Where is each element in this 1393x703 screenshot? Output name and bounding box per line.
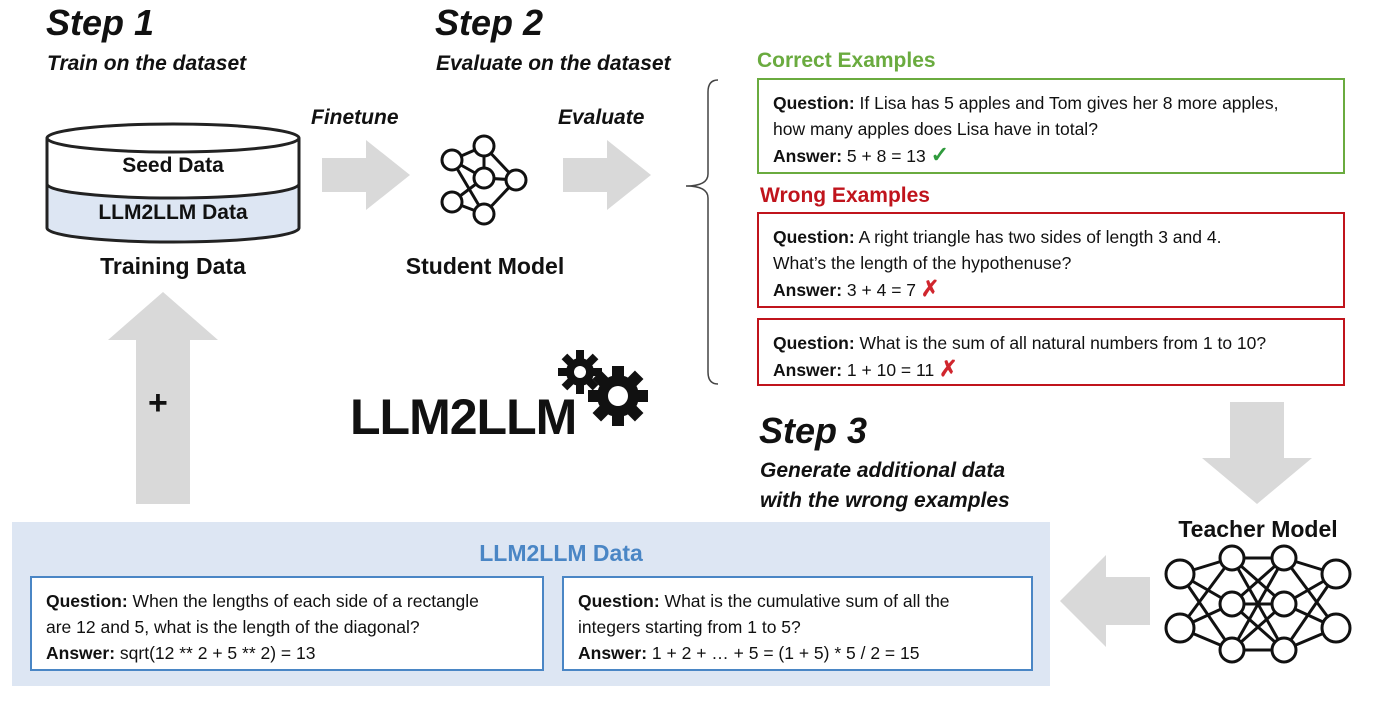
answer-label: Answer: <box>773 360 843 380</box>
correct-examples-heading: Correct Examples <box>757 49 936 72</box>
question-label: Question: <box>773 93 855 113</box>
teacher-model-caption: Teacher Model <box>1178 516 1338 542</box>
answer-text: 1 + 2 + … + 5 = (1 + 5) * 5 / 2 = 15 <box>651 643 920 663</box>
question-text: What is the cumulative sum of all the <box>664 591 950 611</box>
answer-text: sqrt(12 ** 2 + 5 ** 2) = 13 <box>119 643 316 663</box>
step1-title: Step 1 <box>46 2 155 43</box>
correct-example-box <box>757 78 1345 174</box>
step1-subtitle: Train on the dataset <box>47 52 247 75</box>
gear-icon <box>556 346 652 428</box>
question-text-cont: integers starting from 1 to 5? <box>578 617 801 637</box>
check-icon: ✓ <box>930 142 950 167</box>
answer-label: Answer: <box>46 643 116 663</box>
answer-text: 1 + 10 = 11 <box>846 360 935 380</box>
student-model-caption: Student Model <box>405 253 565 279</box>
question-label: Question: <box>773 333 855 353</box>
question-text: A right triangle has two sides of length 3 and 4. <box>858 227 1222 247</box>
training-data-caption: Training Data <box>100 253 246 279</box>
answer-label: Answer: <box>773 280 843 300</box>
question-text-cont: how many apples does Lisa have in total? <box>773 119 1098 139</box>
finetune-label: Finetune <box>311 106 399 129</box>
cross-icon: ✗ <box>920 276 940 301</box>
left-arrow <box>1060 555 1150 647</box>
evaluate-label: Evaluate <box>558 106 645 129</box>
finetune-arrow <box>322 140 412 210</box>
neural-network-icon <box>1158 544 1358 664</box>
answer-text: 5 + 8 = 13 <box>846 146 926 166</box>
question-text: What is the sum of all natural numbers from 1 to 10? <box>859 333 1267 353</box>
plus-label: + <box>148 384 168 422</box>
question-text: When the lengths of each side of a rectangle <box>132 591 479 611</box>
cross-icon: ✗ <box>939 356 958 381</box>
generated-data-heading: LLM2LLM Data <box>479 540 643 566</box>
wrong-example-box <box>757 212 1345 308</box>
generated-example-box <box>562 576 1033 671</box>
llm2llm-logo: LLM2LLM <box>350 389 577 445</box>
question-label: Question: <box>46 591 128 611</box>
database-icon <box>42 120 304 245</box>
step2-title: Step 2 <box>435 2 544 43</box>
wrong-example-box <box>757 318 1345 386</box>
question-text-cont: What’s the length of the hypothenuse? <box>773 253 1072 273</box>
question-text: If Lisa has 5 apples and Tom gives her 8 more apples, <box>859 93 1279 113</box>
evaluate-arrow <box>563 140 653 210</box>
brace-icon <box>682 78 722 388</box>
step3-subtitle-line2: with the wrong examples <box>760 489 1010 512</box>
llm2llm-data-label: LLM2LLM Data <box>98 201 248 224</box>
neural-network-icon <box>432 130 534 230</box>
answer-label: Answer: <box>773 146 843 166</box>
step3-subtitle-line1: Generate additional data <box>760 459 1006 482</box>
question-label: Question: <box>773 227 855 247</box>
step3-title: Step 3 <box>759 410 868 451</box>
wrong-examples-heading: Wrong Examples <box>760 184 930 207</box>
answer-text: 3 + 4 = 7 <box>846 280 917 300</box>
down-arrow <box>1202 402 1312 504</box>
step2-subtitle: Evaluate on the dataset <box>436 52 671 75</box>
seed-data-label: Seed Data <box>122 154 224 177</box>
generated-example-box <box>30 576 544 671</box>
question-label: Question: <box>578 591 660 611</box>
question-text-cont: are 12 and 5, what is the length of the diagonal? <box>46 617 420 637</box>
answer-label: Answer: <box>578 643 648 663</box>
